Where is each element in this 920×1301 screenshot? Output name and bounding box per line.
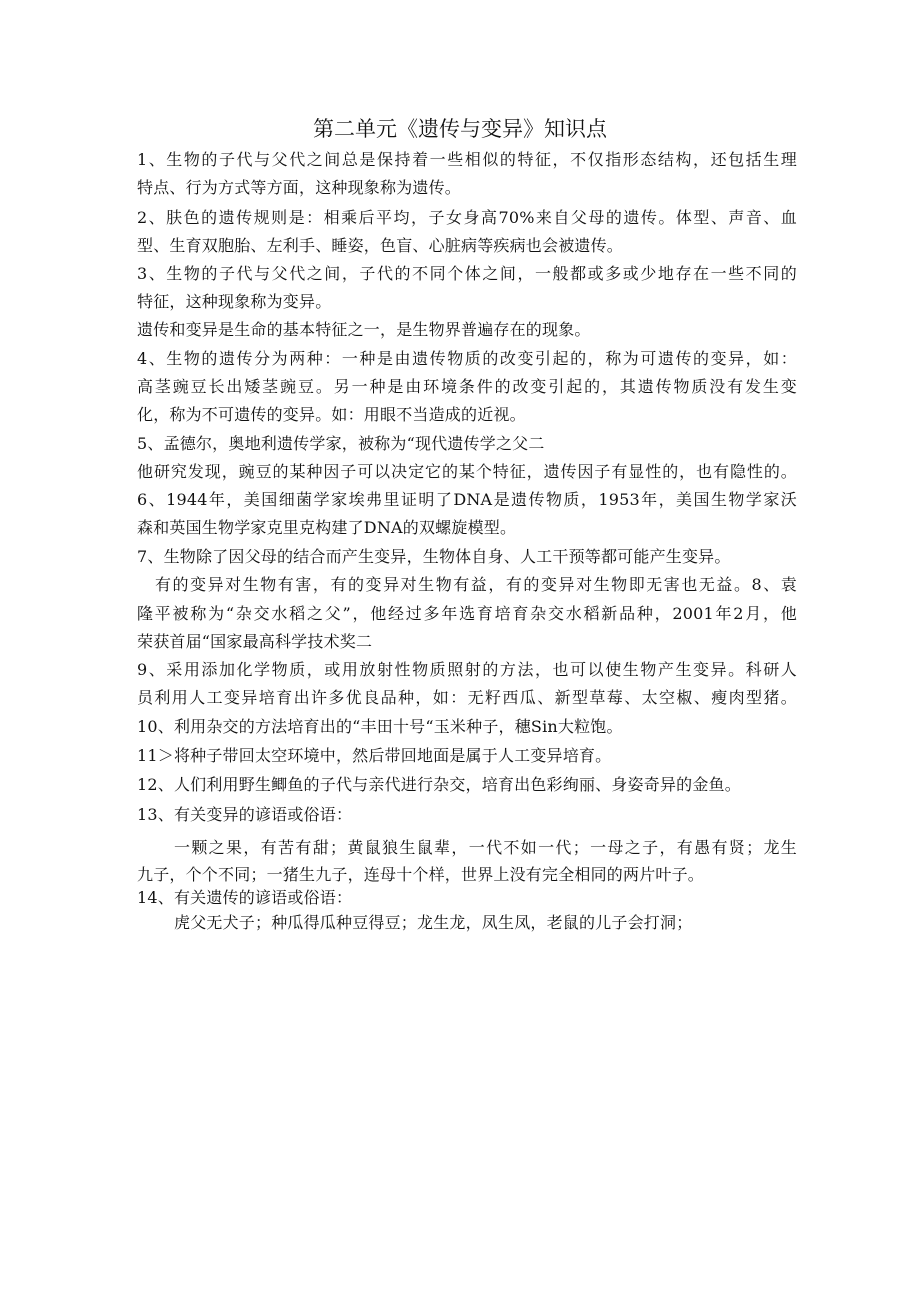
text-line-12: 他研究发现，豌豆的某种因子可以决定它的某个特征，遗传因子有显性的，也有隐性的。 <box>137 462 797 481</box>
text-line-17: 隆平被称为“杂交水稻之父”，他经过多年选育培育杂交水稻新品种，2001年2月，他 <box>137 604 797 623</box>
text-line-2: 特点、行为方式等方面，这种现象称为遗传。 <box>137 178 462 197</box>
text-line-16: 有的变异对生物有害，有的变异对生物有益，有的变异对生物即无害也无益。8、袁 <box>155 575 797 594</box>
text-line-20: 员利用人工变异培育出许多优良品种，如：无籽西瓜、新型草莓、太空椒、瘦肉型猪。 <box>137 688 797 707</box>
text-line-14: 森和英国生物学家克里克构建了DNA的双螺旋模型。 <box>137 518 517 537</box>
text-line-24: 13、有关变异的谚语或俗语： <box>137 805 353 824</box>
text-line-10: 化，称为不可遗传的变异。如：用眼不当造成的近视。 <box>137 405 526 424</box>
text-line-22: 11＞将种子带回太空环境中，然后带回地面是属于人工变异培育。 <box>137 746 612 765</box>
text-line-13: 6、1944年，美国细菌学家埃弗里证明了DNA是遗传物质，1953年，美国生物学家沃 <box>137 490 797 509</box>
text-line-26: 九子，个个不同；一猪生九子，连母十个样，世界上没有完全相同的两片叶子。 <box>137 865 705 884</box>
text-line-25: 一颗之果，有苦有甜；黄鼠狼生鼠辈，一代不如一代；一母之子，有愚有贤；龙生 <box>174 838 797 857</box>
text-line-18: 荣获首届“国家最高科学技术奖二 <box>137 632 373 651</box>
text-line-11: 5、孟德尔，奥地利遗传学家，被称为“现代遗传学之父二 <box>137 434 545 453</box>
text-line-1: 1、生物的子代与父代之间总是保持着一些相似的特征，不仅指形态结构，还包括生理 <box>137 150 797 169</box>
text-line-6: 特征，这种现象称为变异。 <box>137 292 332 311</box>
text-line-3: 2、肤色的遗传规则是：相乘后平均，子女身高70%来自父母的遗传。体型、声音、血 <box>137 208 797 227</box>
text-line-9: 高茎豌豆长出矮茎豌豆。另一种是由环境条件的改变引起的，其遗传物质没有发生变 <box>137 377 797 396</box>
text-line-27: 14、有关遗传的谚语或俗语： <box>137 888 353 907</box>
text-line-4: 型、生育双胞胎、左利手、睡姿，色盲、心脏病等疾病也会被遗传。 <box>137 236 624 255</box>
text-line-21: 10、利用杂交的方法培育出的“丰田十号“玉米种子，穗Sin大粒饱。 <box>137 717 623 736</box>
text-line-5: 3、生物的子代与父代之间，子代的不同个体之间，一般都或多或少地存在一些不同的 <box>137 264 797 283</box>
text-line-23: 12、人们利用野生鲫鱼的子代与亲代进行杂交，培育出色彩绚丽、身姿奇异的金鱼。 <box>137 775 741 794</box>
text-line-8: 4、生物的遗传分为两种：一种是由遗传物质的改变引起的，称为可遗传的变异，如： <box>137 349 797 368</box>
text-line-19: 9、采用添加化学物质，或用放射性物质照射的方法，也可以使生物产生变异。科研人 <box>137 660 797 679</box>
text-line-28: 虎父无犬子；种瓜得瓜种豆得豆；龙生龙，凤生凤，老鼠的儿子会打洞； <box>174 913 693 932</box>
page-title: 第二单元《遗传与变异》知识点 <box>313 117 607 141</box>
text-line-7: 遗传和变异是生命的基本特征之一，是生物界普遍存在的现象。 <box>137 320 591 339</box>
text-line-15: 7、生物除了因父母的结合而产生变异，生物体自身、人工干预等都可能产生变异。 <box>137 547 731 566</box>
